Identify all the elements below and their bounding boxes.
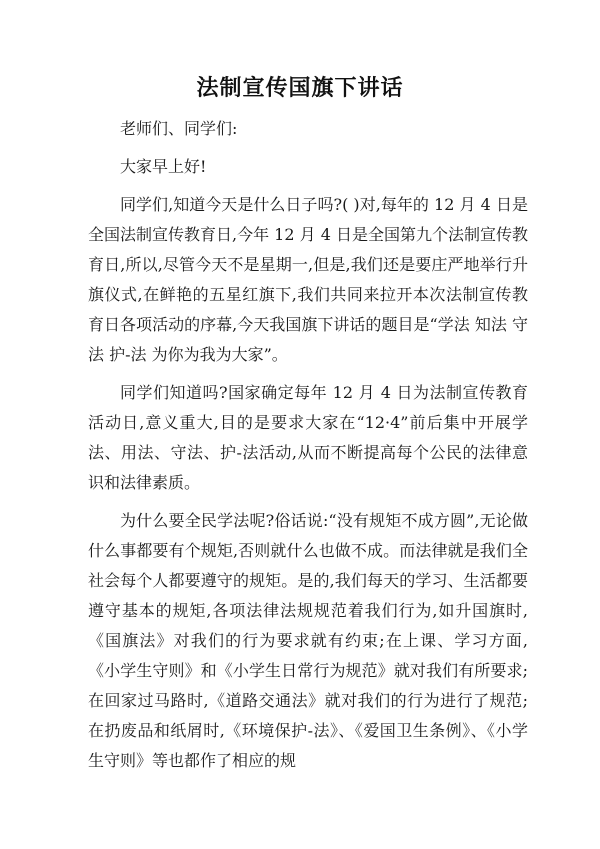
- paragraph-greeting: 老师们、同学们:: [120, 119, 238, 138]
- document-title: 法制宣传国旗下讲话: [196, 75, 404, 101]
- paragraph-why-learn-law: 为什么要全民学法呢?俗话说:“没有规矩不成方圆”,无论做什么事都要有个规矩,否则就什么也做不成。而法律就是我们全社会每个人都要遵守的规矩。是的,我们每天的学习、生活都要遵守基本的规矩,各项法律法规规范着我们行为,如升国旗时,《国旗法》对我们的行为要求就有约束;在上课、学习方面,《小学生守则》和《小学生日常行为规范》就对我们有所要求;在回家过马路时,《道路交通法》就对我们的行为进行了规范;在扔废品和纸屑时,《环境保护-法》、《爱国卫生条例》、《小学生守则》等也都作了相应的规: [88, 511, 528, 770]
- paragraph-morning: 大家早上好!: [120, 157, 207, 176]
- paragraph-intro: 同学们,知道今天是什么日子吗?( )对,每年的 12 月 4 日是全国法制宣传教育日,今年 12 月 4 日是全国第九个法制宣传教育日,所以,尽管今天不是星期一,但是,我们还是要庄严地举行升旗仪式,在鲜艳的五星红旗下,我们共同来拉开本次法制宣传教育日各项活动的序幕,今天我国旗下讲话的题目是“学法 知法 守法 护-法 为你为我为大家”。: [88, 195, 528, 364]
- document-body: [88, 114, 528, 776]
- paragraph-significance: 同学们知道吗?国家确定每年 12 月 4 日为法制宣传教育活动日,意义重大,目的是要求大家在“12·4”前后集中开展学法、用法、守法、护-法活动,从而不断提高每个公民的法律意识和法律素质。: [88, 383, 528, 492]
